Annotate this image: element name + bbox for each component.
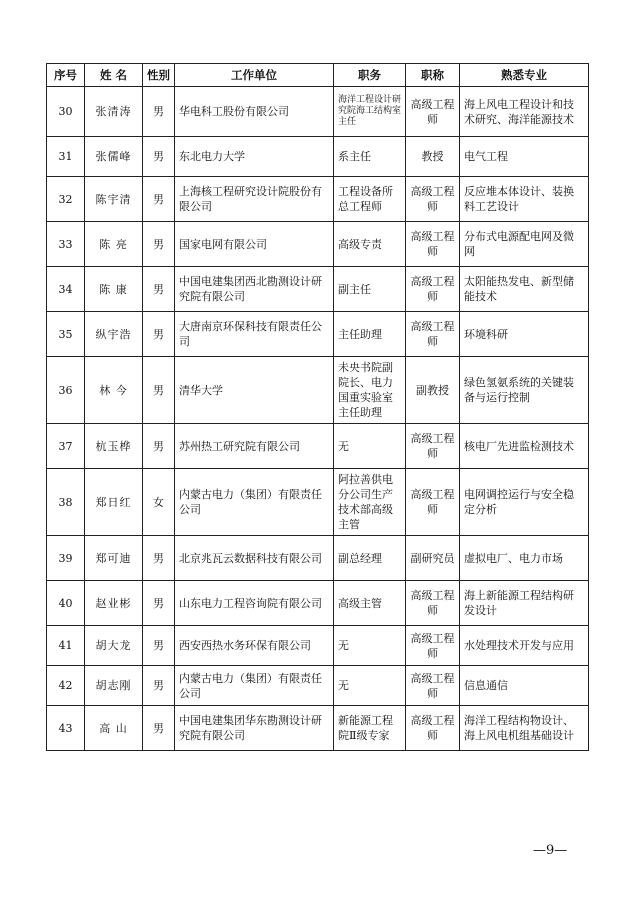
row-no: 34 — [47, 267, 85, 312]
header-name: 姓 名 — [85, 64, 143, 87]
row-no: 43 — [47, 706, 85, 751]
row-gender: 男 — [143, 87, 175, 137]
row-gender: 男 — [143, 137, 175, 177]
row-specialty: 海洋工程结构物设计、海上风电机组基础设计 — [460, 706, 589, 751]
row-name: 杭玉桦 — [85, 424, 143, 469]
row-specialty: 环境科研 — [460, 312, 589, 357]
row-gender: 男 — [143, 177, 175, 222]
row-gender: 男 — [143, 267, 175, 312]
row-position: 新能源工程院Ⅱ级专家 — [334, 706, 406, 751]
row-name: 林 今 — [85, 357, 143, 424]
roster-body — [47, 87, 589, 751]
row-no: 41 — [47, 626, 85, 666]
row-position: 无 — [334, 424, 406, 469]
table-row — [47, 87, 589, 137]
row-position: 阿拉善供电分公司生产技术部高级主管 — [334, 469, 406, 536]
row-unit: 上海核工程研究设计院股份有限公司 — [175, 177, 334, 222]
row-title: 副研究员 — [406, 536, 460, 581]
row-gender: 男 — [143, 357, 175, 424]
row-unit: 东北电力大学 — [175, 137, 334, 177]
row-name: 陈宇清 — [85, 177, 143, 222]
row-unit: 国家电网有限公司 — [175, 222, 334, 267]
row-title: 高级工程师 — [406, 87, 460, 137]
row-title: 高级工程师 — [406, 424, 460, 469]
row-title: 教授 — [406, 137, 460, 177]
header-position: 职务 — [334, 64, 406, 87]
row-gender: 男 — [143, 222, 175, 267]
row-no: 32 — [47, 177, 85, 222]
row-position: 无 — [334, 626, 406, 666]
table-row — [47, 267, 589, 312]
row-specialty: 分布式电源配电网及微网 — [460, 222, 589, 267]
row-position: 工程设备所总工程师 — [334, 177, 406, 222]
row-name: 陈 亮 — [85, 222, 143, 267]
table-row — [47, 626, 589, 666]
row-specialty: 反应堆本体设计、装换料工艺设计 — [460, 177, 589, 222]
row-gender: 男 — [143, 312, 175, 357]
row-unit: 中国电建集团西北勘测设计研究院有限公司 — [175, 267, 334, 312]
row-no: 35 — [47, 312, 85, 357]
row-specialty: 电气工程 — [460, 137, 589, 177]
header-no: 序号 — [47, 64, 85, 87]
row-title: 高级工程师 — [406, 267, 460, 312]
table-row — [47, 469, 589, 536]
row-no: 37 — [47, 424, 85, 469]
row-title: 高级工程师 — [406, 706, 460, 751]
row-position: 主任助理 — [334, 312, 406, 357]
row-gender: 男 — [143, 666, 175, 706]
row-specialty: 海上风电工程设计和技术研究、海洋能源技术 — [460, 87, 589, 137]
row-title: 高级工程师 — [406, 581, 460, 626]
row-unit: 清华大学 — [175, 357, 334, 424]
row-position: 高级主管 — [334, 581, 406, 626]
row-gender: 男 — [143, 626, 175, 666]
header-title: 职称 — [406, 64, 460, 87]
row-position: 未央书院副院长、电力国重实验室主任助理 — [334, 357, 406, 424]
row-no: 36 — [47, 357, 85, 424]
row-position: 副主任 — [334, 267, 406, 312]
row-gender: 男 — [143, 581, 175, 626]
row-name: 郑可迪 — [85, 536, 143, 581]
row-no: 30 — [47, 87, 85, 137]
roster-table — [46, 63, 589, 751]
table-row — [47, 137, 589, 177]
row-title: 高级工程师 — [406, 666, 460, 706]
row-gender: 女 — [143, 469, 175, 536]
header-specialty: 熟悉专业 — [460, 64, 589, 87]
row-no: 42 — [47, 666, 85, 706]
row-name: 张儒峰 — [85, 137, 143, 177]
row-gender: 男 — [143, 706, 175, 751]
page-number: —9— — [533, 843, 568, 858]
row-name: 赵业彬 — [85, 581, 143, 626]
header-gender: 性别 — [143, 64, 175, 87]
row-unit: 西安西热水务环保有限公司 — [175, 626, 334, 666]
row-name: 胡志刚 — [85, 666, 143, 706]
row-name: 纵宇浩 — [85, 312, 143, 357]
table-row — [47, 357, 589, 424]
row-name: 陈 康 — [85, 267, 143, 312]
row-title: 高级工程师 — [406, 222, 460, 267]
table-header-row — [47, 64, 589, 87]
row-unit: 内蒙古电力（集团）有限责任公司 — [175, 666, 334, 706]
row-no: 33 — [47, 222, 85, 267]
table-row — [47, 177, 589, 222]
row-position: 副总经理 — [334, 536, 406, 581]
row-no: 39 — [47, 536, 85, 581]
table-row — [47, 424, 589, 469]
row-position: 无 — [334, 666, 406, 706]
row-no: 31 — [47, 137, 85, 177]
row-unit: 中国电建集团华东勘测设计研究院有限公司 — [175, 706, 334, 751]
row-specialty: 海上新能源工程结构研发设计 — [460, 581, 589, 626]
row-title: 高级工程师 — [406, 626, 460, 666]
row-no: 38 — [47, 469, 85, 536]
row-specialty: 水处理技术开发与应用 — [460, 626, 589, 666]
row-specialty: 信息通信 — [460, 666, 589, 706]
row-specialty: 电网调控运行与安全稳定分析 — [460, 469, 589, 536]
table-row — [47, 581, 589, 626]
row-position: 海洋工程设计研究院海工结构室主任 — [334, 87, 406, 137]
row-position: 高级专责 — [334, 222, 406, 267]
row-unit: 山东电力工程咨询院有限公司 — [175, 581, 334, 626]
row-position: 系主任 — [334, 137, 406, 177]
row-unit: 华电科工股份有限公司 — [175, 87, 334, 137]
row-unit: 大唐南京环保科技有限责任公司 — [175, 312, 334, 357]
table-row — [47, 706, 589, 751]
table-row — [47, 536, 589, 581]
row-no: 40 — [47, 581, 85, 626]
row-name: 张清涛 — [85, 87, 143, 137]
row-name: 郑日红 — [85, 469, 143, 536]
table-row — [47, 666, 589, 706]
row-title: 高级工程师 — [406, 177, 460, 222]
row-title: 高级工程师 — [406, 469, 460, 536]
table-row — [47, 222, 589, 267]
row-title: 副教授 — [406, 357, 460, 424]
row-name: 胡大龙 — [85, 626, 143, 666]
row-title: 高级工程师 — [406, 312, 460, 357]
header-unit: 工作单位 — [175, 64, 334, 87]
row-gender: 男 — [143, 536, 175, 581]
row-unit: 北京兆瓦云数据科技有限公司 — [175, 536, 334, 581]
row-unit: 苏州热工研究院有限公司 — [175, 424, 334, 469]
row-unit: 内蒙古电力（集团）有限责任公司 — [175, 469, 334, 536]
row-specialty: 绿色氢氨系统的关键装备与运行控制 — [460, 357, 589, 424]
row-gender: 男 — [143, 424, 175, 469]
table-row — [47, 312, 589, 357]
row-specialty: 太阳能热发电、新型储能技术 — [460, 267, 589, 312]
row-name: 高 山 — [85, 706, 143, 751]
row-specialty: 核电厂先进监检测技术 — [460, 424, 589, 469]
row-specialty: 虚拟电厂、电力市场 — [460, 536, 589, 581]
